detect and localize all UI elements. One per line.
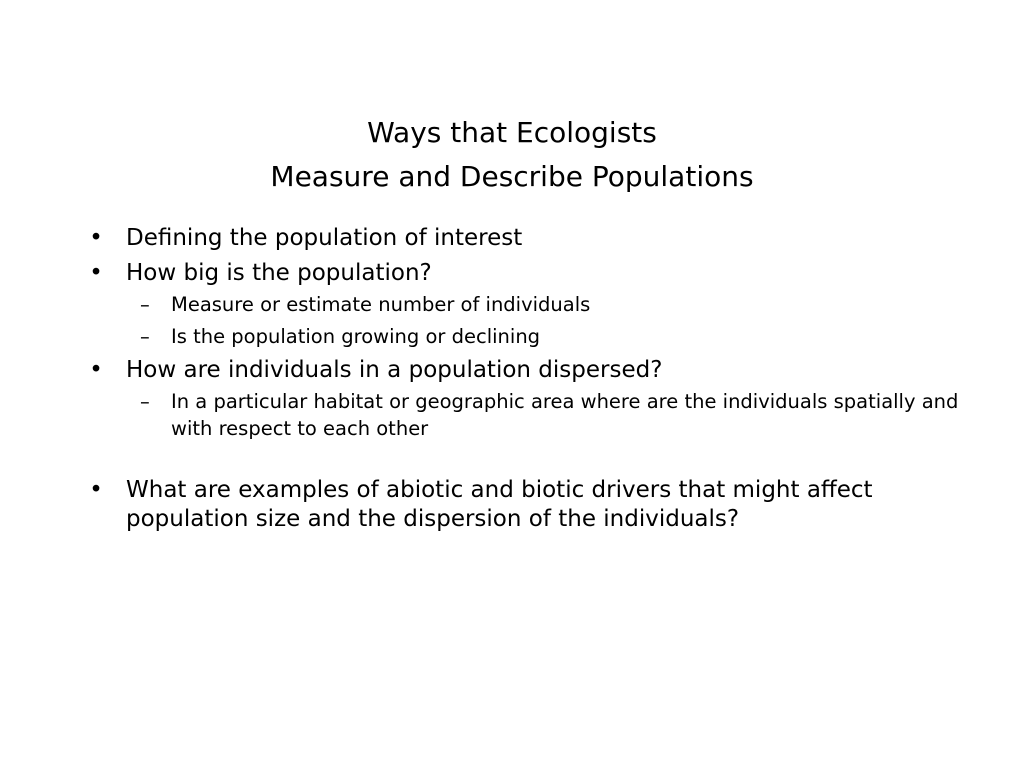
title-line-2: Measure and Describe Populations — [270, 159, 754, 193]
bullet-icon: • — [89, 260, 103, 286]
sub-bullet-item — [126, 388, 966, 442]
bullet-text: How big is the population? — [126, 260, 432, 286]
sub-bullet-text: Measure or estimate number of individuals — [171, 293, 591, 316]
slide-title — [0, 111, 1024, 199]
bullet-icon: • — [89, 357, 103, 383]
sub-bullet-list — [126, 388, 966, 442]
bullet-list — [86, 224, 966, 534]
dash-icon: – — [140, 293, 150, 316]
dash-icon: – — [140, 390, 150, 413]
bullet-item-drivers-question — [86, 476, 966, 534]
bullet-icon: • — [89, 225, 103, 251]
bullet-text: How are individuals in a population dispersed? — [126, 357, 663, 383]
dash-icon: – — [140, 325, 150, 348]
sub-bullet-list — [126, 291, 966, 350]
bullet-text: Defining the population of interest — [126, 225, 523, 251]
sub-bullet-text: Is the population growing or declining — [171, 325, 541, 348]
sub-bullet-item — [126, 323, 966, 350]
bullet-item-dispersion — [86, 356, 966, 442]
bullet-item-defining-population — [86, 224, 966, 253]
bullet-text: What are examples of abiotic and biotic drivers that might affect population size and the dispersion of the individuals? — [126, 477, 873, 532]
bullet-icon: • — [89, 477, 103, 503]
sub-bullet-text: In a particular habitat or geographic area where are the individuals spatially and with respect to each other — [171, 390, 959, 440]
title-line-1: Ways that Ecologists — [367, 115, 657, 149]
sub-bullet-item — [126, 291, 966, 318]
bullet-item-population-size — [86, 259, 966, 350]
